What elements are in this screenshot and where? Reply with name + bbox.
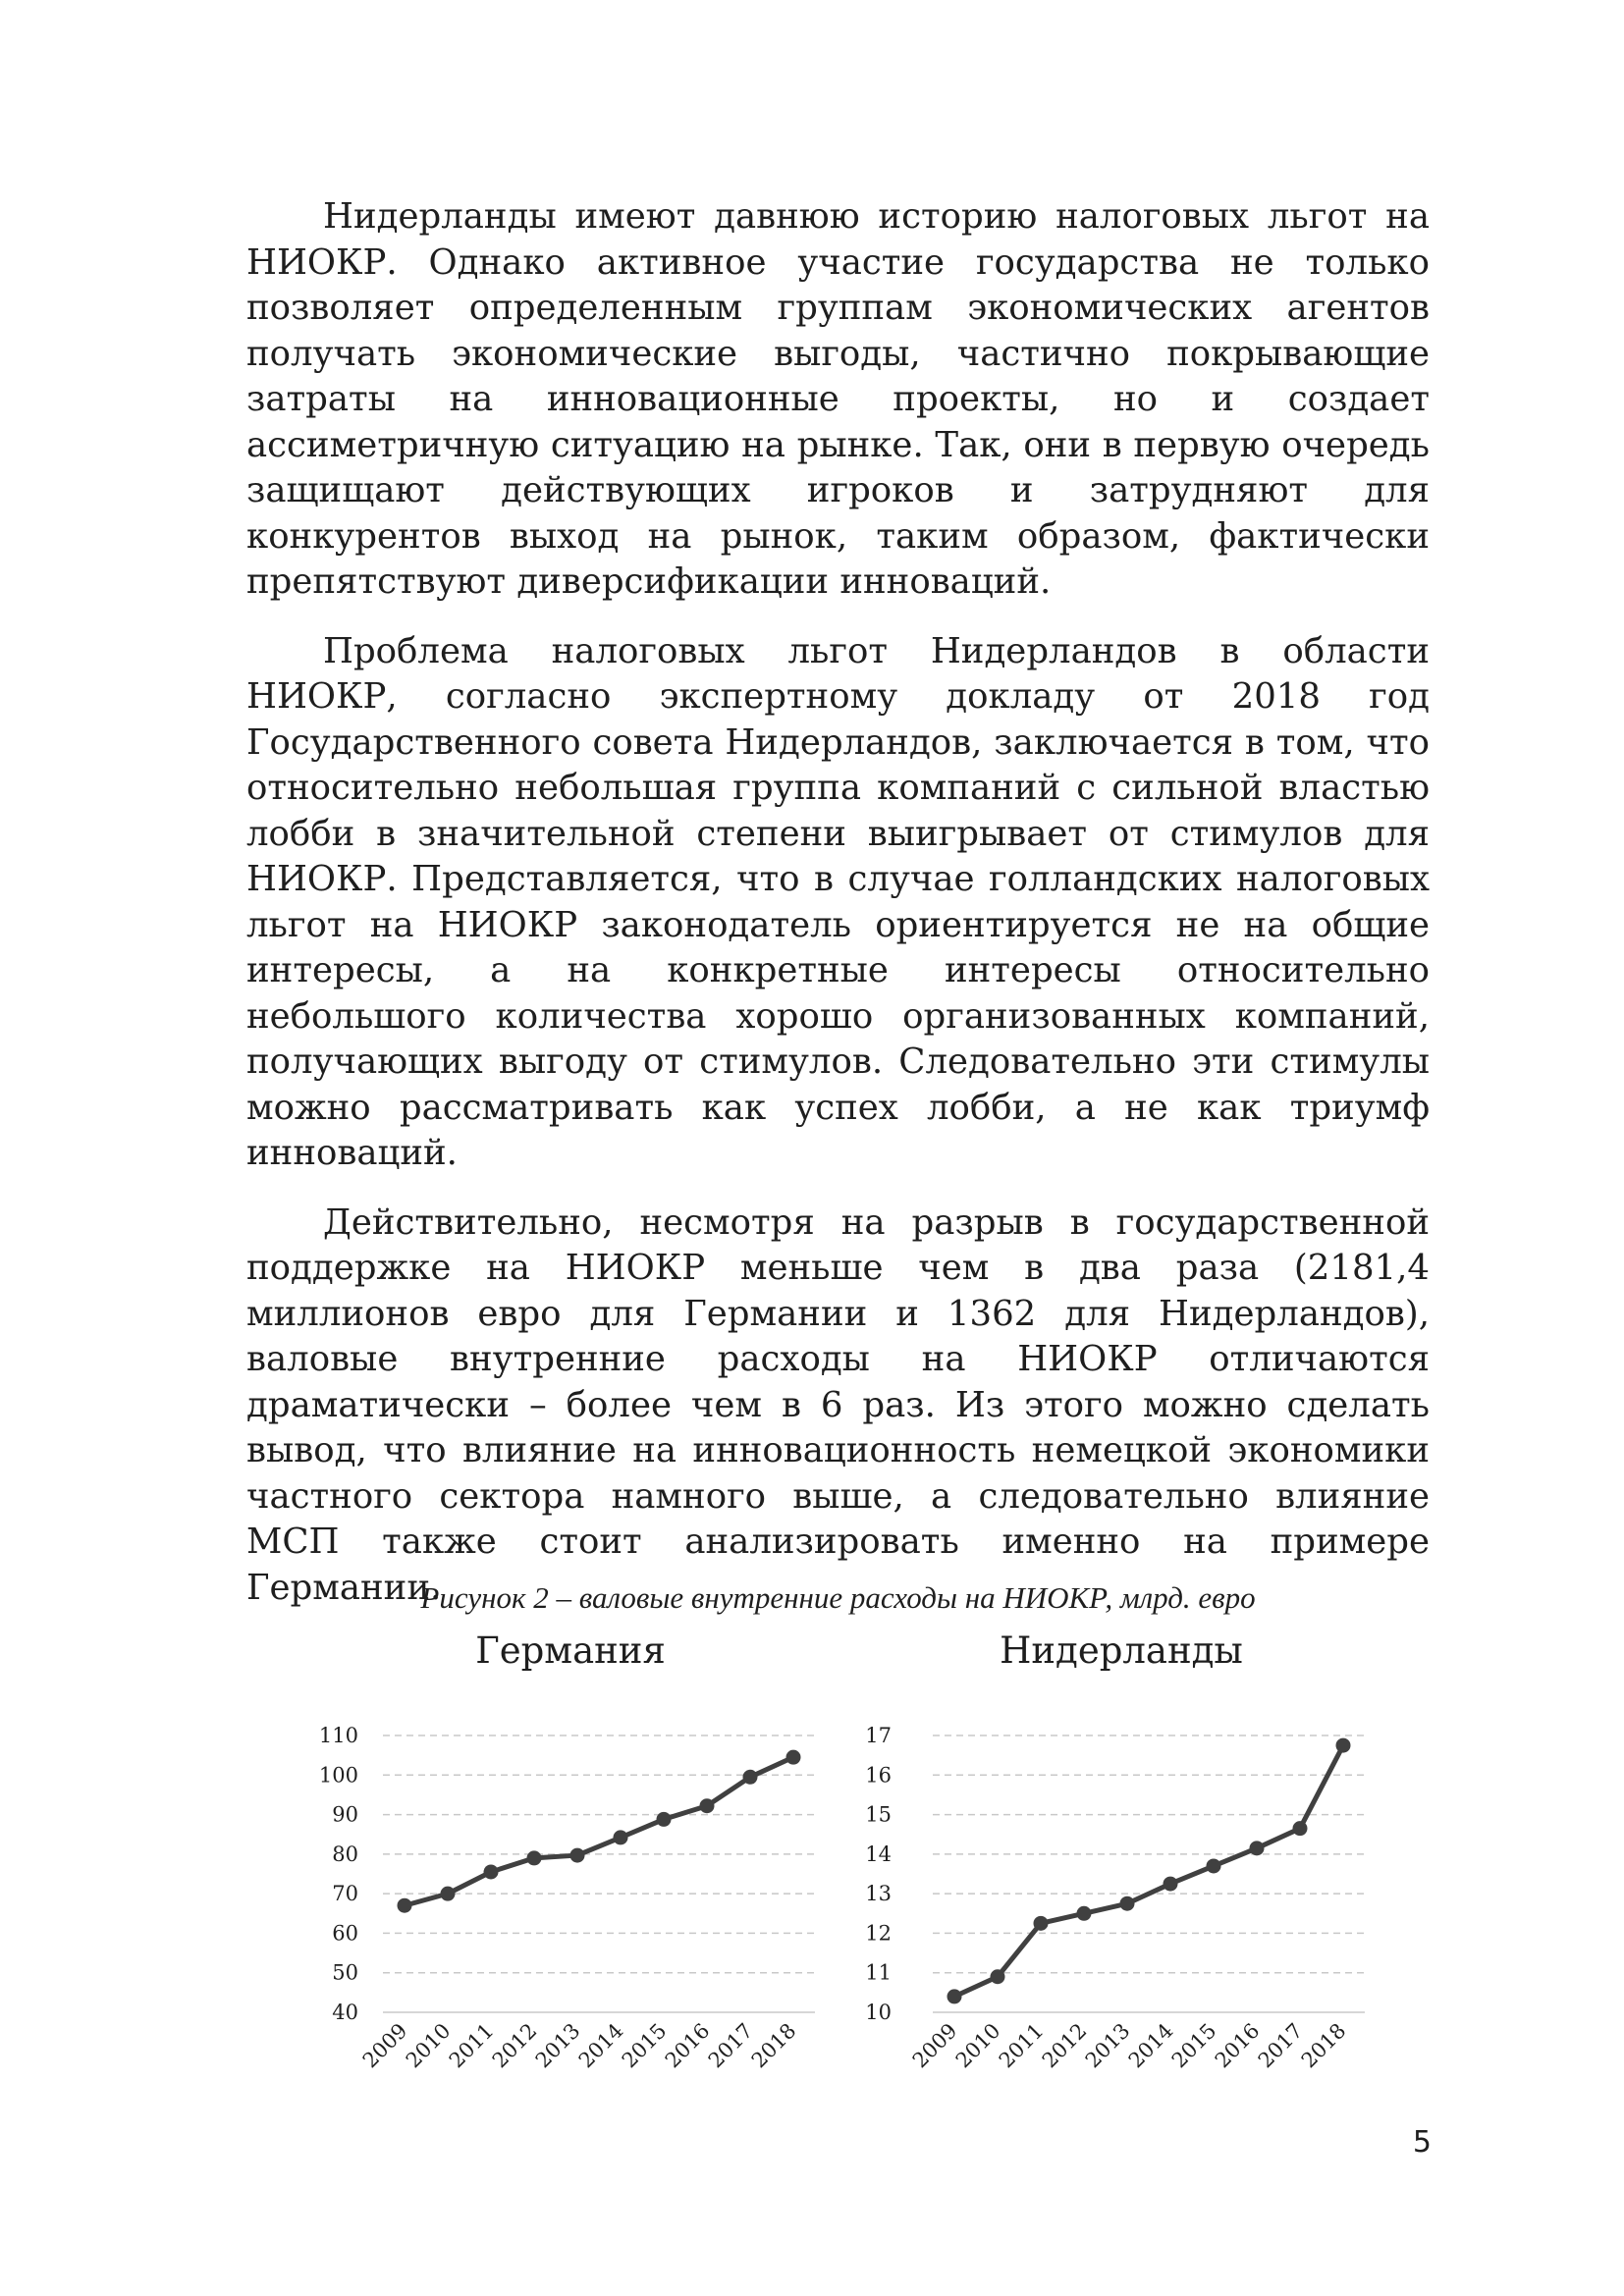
data-point: [1120, 1896, 1135, 1911]
data-point: [1250, 1841, 1265, 1855]
data-point: [1077, 1906, 1092, 1921]
y-tick-label: 11: [865, 1960, 892, 1985]
y-tick-label: 16: [865, 1763, 892, 1788]
y-tick-label: 13: [865, 1882, 892, 1906]
body-text: [246, 194, 1430, 1634]
x-tick-label: 2015: [617, 2018, 672, 2073]
y-tick-label: 15: [865, 1802, 892, 1827]
y-tick-label: 17: [865, 1724, 892, 1747]
y-tick-label: 80: [332, 1842, 358, 1866]
y-tick-label: 110: [318, 1724, 358, 1747]
x-tick-label: 2018: [746, 2018, 801, 2073]
x-tick-label: 2012: [487, 2018, 542, 2073]
paragraph-1: Нидерланды имеют давнюю историю налоговых льгот на НИОКР. Однако активное участие государства не только позволяет определенным группам экономических агентов получать экономические выгоды, частично покрывающие затраты на инновационные проекты, но и создает ассиметричную ситуацию на рынке. Так, они в первую очередь защищают действующих игроков и затрудняют для конкурентов выход на рынок, таким образом, фактически препятствуют диверсификации инноваций.: [246, 196, 1430, 602]
data-point: [441, 1887, 456, 1901]
x-tick-label: 2011: [994, 2018, 1049, 2073]
series-line: [405, 1757, 793, 1905]
y-tick-label: 90: [332, 1802, 358, 1827]
x-tick-label: 2017: [1253, 2018, 1308, 2073]
x-tick-label: 2009: [357, 2018, 412, 2073]
data-point: [527, 1850, 542, 1865]
figure-caption: Рисунок 2 – валовые внутренние расходы на НИОКР, млрд. евро: [420, 1580, 1256, 1615]
x-tick-label: 2010: [401, 2018, 456, 2073]
y-tick-label: 100: [318, 1763, 358, 1788]
x-tick-label: 2016: [1210, 2018, 1265, 2073]
x-tick-label: 2013: [1080, 2018, 1135, 2073]
data-point: [786, 1750, 801, 1765]
data-point: [570, 1848, 585, 1863]
data-point: [1293, 1821, 1308, 1836]
x-tick-label: 2009: [907, 2018, 962, 2073]
data-point: [743, 1770, 758, 1785]
data-point: [1164, 1877, 1178, 1892]
x-tick-label: 2018: [1296, 2018, 1351, 2073]
x-tick-label: 2016: [660, 2018, 715, 2073]
paragraph-3: Действительно, несмотря на разрыв в государственной поддержке на НИОКР меньше чем в два раза (2181,4 миллионов евро для Германии и 1362 для Нидерландов), валовые внутренние расходы на НИОКР отличаются драматически – более чем в 6 раз. Из этого можно сделать вывод, что влияние на инновационность немецкой экономики частного сектора намного выше, а следовательно влияние МСП также стоит анализировать именно на примере Германии.: [246, 1201, 1430, 1608]
y-tick-label: 12: [865, 1921, 892, 1946]
y-tick-label: 60: [332, 1921, 358, 1946]
x-tick-label: 2014: [573, 2018, 628, 2073]
x-tick-label: 2012: [1037, 2018, 1092, 2073]
data-point: [1034, 1916, 1049, 1931]
paragraph-2: Проблема налоговых льгот Нидерландов в области НИОКР, согласно экспертному докладу от 2018 год Государственного совета Нидерландов, заключается в том, что относительно небольшая группа компаний с сильной властью лобби в значительной степени выигрывает от стимулов для НИОКР. Представляется, что в случае голландских налоговых льгот на НИОКР законодатель ориентируется не на общие интересы, а на конкретные интересы относительно небольшого количества хорошо организованных компаний, получающих выгоду от стимулов. Следовательно эти стимулы можно рассматривать как успех лобби, а не как триумф инноваций.: [246, 630, 1430, 1173]
y-tick-label: 40: [332, 2001, 358, 2024]
x-tick-label: 2011: [444, 2018, 499, 2073]
data-point: [947, 1989, 962, 2003]
data-point: [657, 1812, 672, 1827]
data-point: [1336, 1738, 1351, 1753]
page-number: 5: [1412, 2125, 1432, 2160]
x-tick-label: 2013: [530, 2018, 585, 2073]
data-point: [700, 1798, 715, 1813]
chart-title-netherlands: Нидерланды: [1000, 1629, 1243, 1672]
x-tick-label: 2015: [1166, 2018, 1221, 2073]
x-tick-label: 2017: [703, 2018, 758, 2073]
data-point: [1207, 1858, 1221, 1873]
y-tick-label: 14: [865, 1842, 892, 1866]
y-tick-label: 10: [865, 2001, 892, 2024]
chart-title-germany: Германия: [475, 1629, 666, 1672]
data-point: [614, 1830, 628, 1844]
y-tick-label: 50: [332, 1960, 358, 1985]
x-tick-label: 2010: [950, 2018, 1005, 2073]
chart-germany: [295, 1688, 825, 2101]
y-tick-label: 70: [332, 1882, 358, 1906]
data-point: [484, 1864, 499, 1879]
chart-netherlands: [835, 1688, 1384, 2101]
data-point: [991, 1969, 1005, 1984]
data-point: [398, 1898, 412, 1913]
x-tick-label: 2014: [1123, 2018, 1178, 2073]
series-line: [954, 1745, 1343, 1997]
